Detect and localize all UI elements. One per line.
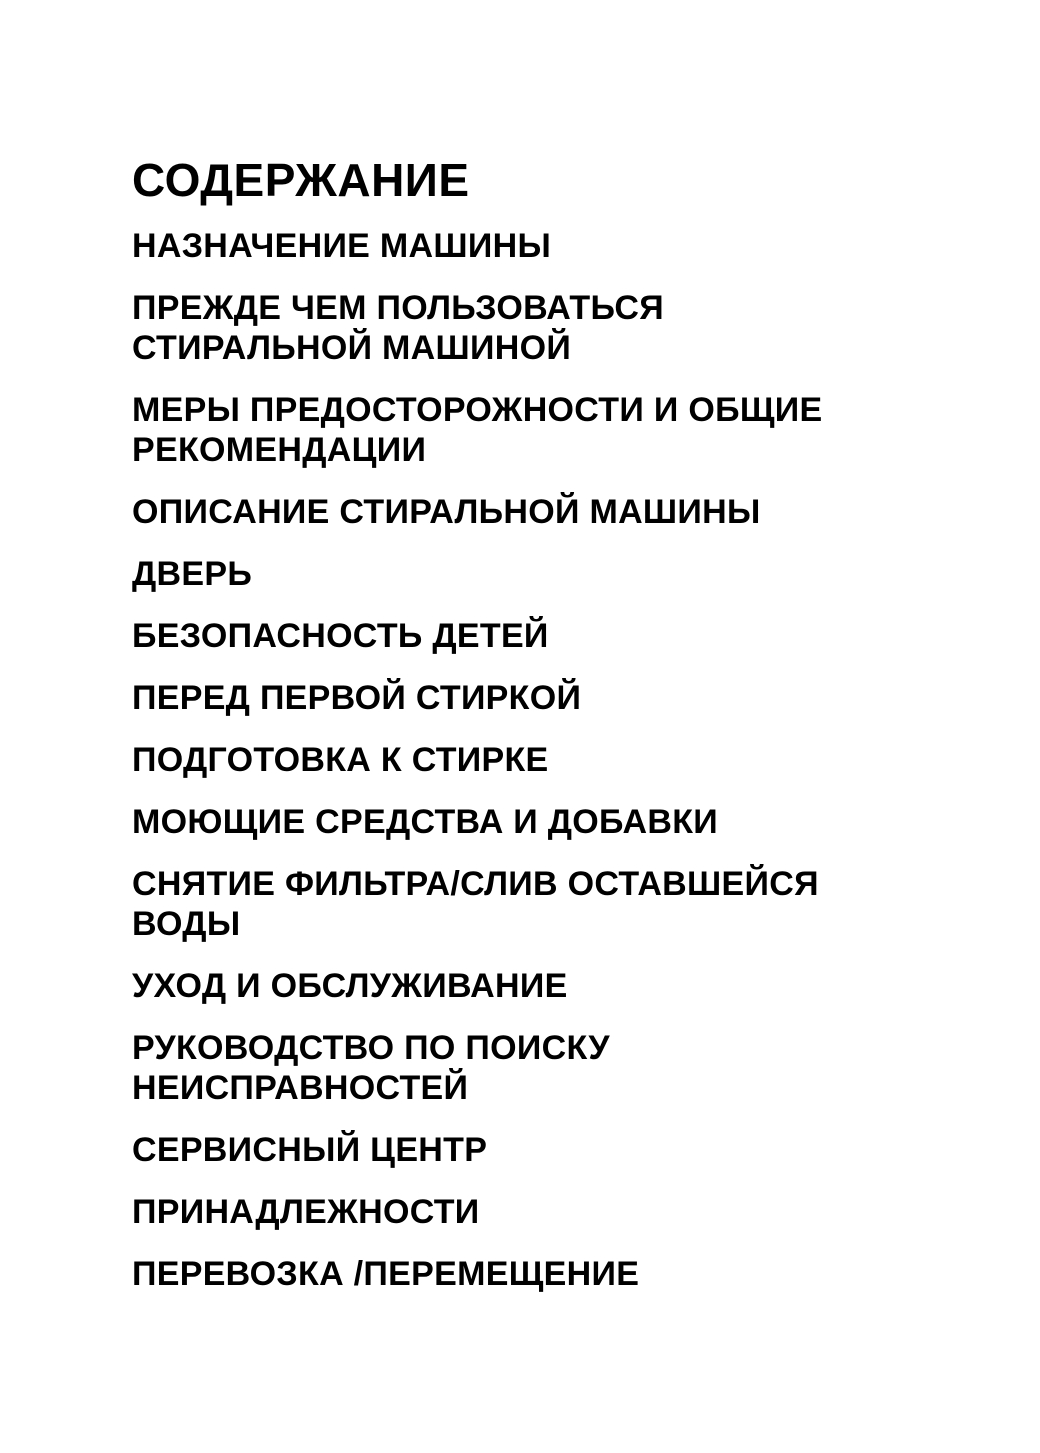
toc-item-line: ПРЕЖДЕ ЧЕМ ПОЛЬЗОВАТЬСЯ	[132, 289, 664, 327]
toc-item	[132, 226, 952, 266]
toc-item-line: ОПИСАНИЕ СТИРАЛЬНОЙ МАШИНЫ	[132, 493, 761, 531]
toc-item	[132, 390, 952, 470]
toc-item-line: ВОДЫ	[132, 905, 241, 943]
toc-item-line: ДВЕРЬ	[132, 555, 253, 593]
toc-item	[132, 740, 952, 780]
page-title: СОДЕРЖАНИЕ	[132, 154, 470, 206]
toc-item	[132, 554, 952, 594]
toc-item-line: СЕРВИСНЫЙ ЦЕНТР	[132, 1131, 488, 1169]
toc-item-line: НАЗНАЧЕНИЕ МАШИНЫ	[132, 227, 552, 265]
document-page	[132, 150, 952, 1316]
toc-item-line: ПЕРЕД ПЕРВОЙ СТИРКОЙ	[132, 679, 582, 717]
toc-item	[132, 288, 952, 368]
toc-item	[132, 802, 952, 842]
toc-item-line: РУКОВОДСТВО ПО ПОИСКУ	[132, 1029, 610, 1067]
toc-item-line: НЕИСПРАВНОСТЕЙ	[132, 1069, 469, 1107]
toc-item-line: УХОД И ОБСЛУЖИВАНИЕ	[132, 967, 568, 1005]
toc-item	[132, 1254, 952, 1294]
toc-item	[132, 1192, 952, 1232]
toc-item	[132, 492, 952, 532]
toc-item	[132, 616, 952, 656]
toc-item-line: СТИРАЛЬНОЙ МАШИНОЙ	[132, 329, 572, 367]
toc-item-line: ПОДГОТОВКА К СТИРКЕ	[132, 741, 549, 779]
toc-item	[132, 678, 952, 718]
toc-item	[132, 1028, 952, 1108]
toc-item-line: МЕРЫ ПРЕДОСТОРОЖНОСТИ И ОБЩИЕ	[132, 391, 823, 429]
toc-item	[132, 966, 952, 1006]
toc-item-line: БЕЗОПАСНОСТЬ ДЕТЕЙ	[132, 617, 549, 655]
toc-item-line: МОЮЩИЕ СРЕДСТВА И ДОБАВКИ	[132, 803, 718, 841]
toc-item-line: РЕКОМЕНДАЦИИ	[132, 431, 427, 469]
table-of-contents	[132, 226, 952, 1294]
toc-item	[132, 864, 952, 944]
toc-item-line: ПРИНАДЛЕЖНОСТИ	[132, 1193, 480, 1231]
toc-item-line: ПЕРЕВОЗКА /ПЕРЕМЕЩЕНИЕ	[132, 1255, 640, 1293]
toc-item-line: СНЯТИЕ ФИЛЬТРА/СЛИВ ОСТАВШЕЙСЯ	[132, 865, 819, 903]
toc-item	[132, 1130, 952, 1170]
